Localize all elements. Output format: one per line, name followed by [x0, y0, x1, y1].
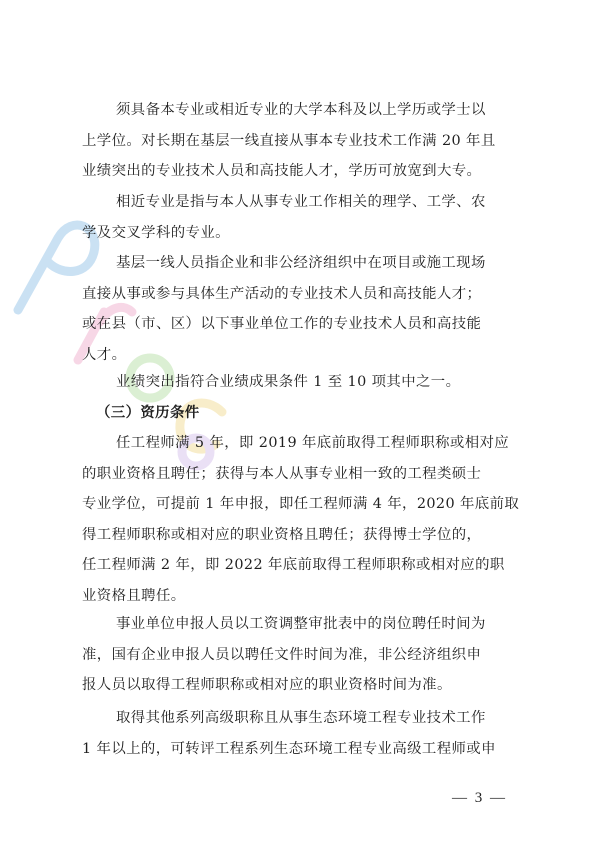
text-line: 任工程师满 2 年，即 2022 年底前取得工程师职称或相对应的职 [82, 557, 505, 573]
section-heading-text: （三）资历条件 [96, 404, 200, 421]
text-line: 专业学位，可提前 1 年申报，即任工程师满 4 年，2020 年底前取 [82, 496, 520, 512]
text-line: 直接从事或参与具体生产活动的专业技术人员和高技能人才； [82, 285, 482, 302]
text-line: 或在县（市、区）以下事业单位工作的专业技术人员和高技能 [82, 316, 482, 332]
page-number: — 3 — [452, 790, 507, 806]
text-line: 事业单位申报人员以工资调整审批表中的岗位聘任时间为 [116, 616, 486, 632]
text-line: 学及交叉学科的专业。 [82, 224, 230, 241]
text-line: 相近专业是指与本人从事专业工作相关的理学、工学、农 [116, 194, 486, 210]
text-line: 报人员以取得工程师职称或相对应的职业资格时间为准。 [82, 677, 452, 693]
text-line: 须具备本专业或相近专业的大学本科及以上学历或学士以 [116, 102, 486, 118]
text-line: 业绩突出的专业技术人员和高技能人才，学历可放宽到大专。 [82, 163, 482, 179]
text-line: 的职业资格且聘任；获得与本人从事专业相一致的工程类硕士 [82, 465, 482, 482]
text-line: 取得其他系列高级职称且从事生态环境工程专业技术工作 [116, 710, 486, 726]
text-line: 业资格且聘任。 [82, 587, 186, 604]
text-line: 得工程师职称或相对应的职业资格且聘任；获得博士学位的， [82, 526, 482, 543]
text-line: 基层一线人员指企业和非公经济组织中在项目或施工现场 [116, 255, 486, 271]
text-line: 上学位。对长期在基层一线直接从事本专业技术工作满 20 年且 [82, 132, 496, 149]
text-line: 任工程师满 5 年，即 2019 年底前取得工程师职称或相对应 [116, 435, 510, 451]
text-line: 1 年以上的，可转评工程系列生态环境工程专业高级工程师或申 [82, 740, 496, 757]
text-line: 人才。 [82, 346, 127, 363]
text-line: 业绩突出指符合业绩成果条件 1 至 10 项其中之一。 [116, 374, 461, 390]
text-line: 准，国有企业申报人员以聘任文件时间为准，非公经济组织申 [82, 646, 482, 663]
